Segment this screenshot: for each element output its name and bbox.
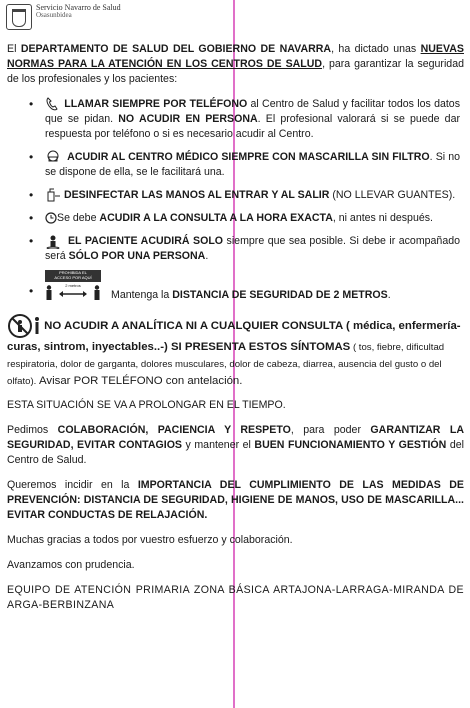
bullet-dot: • — [29, 211, 34, 226]
b5-text-2: . — [205, 250, 209, 263]
bullet-distance — [29, 270, 460, 302]
intro-text-1: El — [7, 43, 21, 55]
call-by-phone-text: LLAMAR SIEMPRE POR TELÉFONO — [64, 98, 248, 111]
distance-sign — [45, 270, 101, 302]
thanks-text: Muchas gracias a todos por vuestro esfuerzo y colaboración. — [7, 534, 293, 547]
alone-text: EL PACIENTE ACUDIRÁ SOLO — [67, 235, 224, 248]
no-symptoms-sign-icon — [7, 313, 41, 339]
one-companion-text: SÓLO POR UNA PERSONA — [68, 250, 206, 263]
bullet-mask — [29, 150, 460, 180]
intro-text-2: , ha dictado unas — [331, 43, 421, 55]
phone-icon — [45, 97, 61, 111]
insist-bold-1: IMPORTANCIA DEL CUMPLIMIENTO DE LAS MEDIDAS DE PREVENCIÓN: DISTANCIA DE SEGURIDAD, HIGIENE DE MANOS, USO DE MASCARILLA... EVITAR CONDUCTAS DE RELAJACIÓN. — [7, 479, 464, 522]
hand-sanitizer-icon — [45, 188, 61, 202]
insist-text-0: Queremos incidir en la — [7, 479, 138, 492]
person-left-icon — [45, 285, 53, 301]
b3-text-1: (NO LLEVAR GUANTES). — [329, 189, 456, 202]
collab-text-1: , para poder — [290, 423, 371, 436]
collaboration-paragraph — [7, 423, 464, 468]
collab-text-3: del Centro de Salud. — [7, 438, 464, 467]
intro-text-3: , para garantizar la seguridad de los profesionales y los pacientes: — [7, 58, 464, 86]
mask-icon — [45, 150, 61, 164]
sign-line-2: ACCESO POR AQUÍ — [54, 274, 92, 280]
b5-text-1: siempre que sea posible. Si debe ir acompañado será — [45, 235, 461, 263]
document-body — [7, 42, 464, 613]
prevention-paragraph — [7, 478, 464, 523]
distance-sign-header — [45, 270, 101, 281]
b6-text-1: . — [387, 288, 391, 301]
org-line1: Servicio Navarro de Salud — [36, 3, 121, 12]
team-signature: EQUIPO DE ATENCIÓN PRIMARIA ZONA BÁSICA ARTAJONA-LARRAGA-MIRANDA DE ARGA-BERBINZANA — [7, 584, 464, 612]
bullet-dot: • — [29, 97, 34, 112]
double-arrow-icon — [58, 290, 88, 298]
safety-distance-text: DISTANCIA DE SEGURIDAD DE 2 METROS — [172, 288, 388, 301]
collab-bold-3: BUEN FUNCIONAMIENTO Y GESTIÓN — [254, 438, 447, 451]
bullet-dot: • — [29, 150, 34, 165]
bullet-punctual — [29, 211, 460, 226]
intro-paragraph — [7, 42, 464, 87]
bullet-alone — [29, 234, 460, 264]
call-ahead-text: Avisar POR TELÉFONO con antelación. — [39, 374, 243, 387]
collab-text-2: y mantener el — [182, 438, 255, 451]
intro-norms: NUEVAS NORMAS PARA LA ATENCIÓN EN LOS CENTROS DE SALUD — [7, 43, 464, 71]
mask-rule-text: ACUDIR AL CENTRO MÉDICO SIEMPRE CON MASCARILLA SIN FILTRO — [67, 151, 430, 164]
intro-department: DEPARTAMENTO DE SALUD DEL GOBIERNO DE NAVARRA — [20, 43, 332, 55]
bullet-dot: • — [29, 188, 34, 203]
org-line2: Osasunbidea — [36, 11, 72, 20]
disinfect-hands-text: DESINFECTAR LAS MANOS AL ENTRAR Y AL SALIR — [63, 189, 330, 202]
bullet-disinfect — [29, 188, 460, 203]
prolong-notice: ESTA SITUACIÓN SE VA A PROLONGAR EN EL TIEMPO. — [7, 398, 286, 411]
header — [6, 4, 121, 30]
bullet-dot: • — [29, 284, 34, 299]
collab-bold-1: COLABORACIÓN, PACIENCIA Y RESPETO — [57, 423, 291, 436]
org-name — [36, 4, 121, 20]
bullet-dot: • — [29, 234, 34, 249]
b1-text-1: al Centro de Salud y facilitar todos los datos que se pidan. — [45, 98, 460, 126]
distance-label: 2 metros — [65, 282, 81, 288]
advance-text: Avanzamos con prudencia. — [7, 559, 135, 572]
person-right-icon — [93, 285, 101, 301]
symptoms-list: ( tos, fiebre, dificultad respiratoria, dolor de garganta, dolores musculares, dolor de cabeza, diarrea, ausencia del gusto o del olfato). — [7, 341, 445, 387]
b1-text-2: . El profesional valorará si se puede dar respuesta por teléfono o si es necesario acudir al Centro. — [45, 113, 460, 141]
b4-text-1: , ni antes ni después. — [332, 212, 433, 225]
coat-of-arms-icon — [6, 4, 32, 30]
b2-text-1: . Si no se dispone de ella, se le facilitará una. — [45, 151, 460, 179]
bullet-phone — [29, 97, 460, 142]
symptoms-warning — [7, 313, 464, 390]
clock-icon — [45, 212, 57, 224]
symptoms-warning-text: NO ACUDIR A ANALÍTICA NI A CUALQUIER CONSULTA ( médica, enfermería- curas, sintrom, inyectables..-) SI PRESENTA ESTOS SÍNTOMAS — [7, 319, 461, 353]
sign-line-1: PROHIBIDA EL — [59, 270, 87, 276]
person-icon — [45, 235, 61, 249]
exact-time-text: ACUDIR A LA CONSULTA A LA HORA EXACTA — [99, 212, 333, 225]
b4-text-0: Se debe — [57, 212, 100, 225]
collab-bold-2: GARANTIZAR LA SEGURIDAD, EVITAR CONTAGIOS — [7, 423, 465, 451]
collab-text-0: Pedimos — [7, 423, 58, 436]
no-visit-text: NO ACUDIR EN PERSONA — [118, 113, 258, 126]
b6-text-0: Mantenga la — [111, 288, 173, 301]
